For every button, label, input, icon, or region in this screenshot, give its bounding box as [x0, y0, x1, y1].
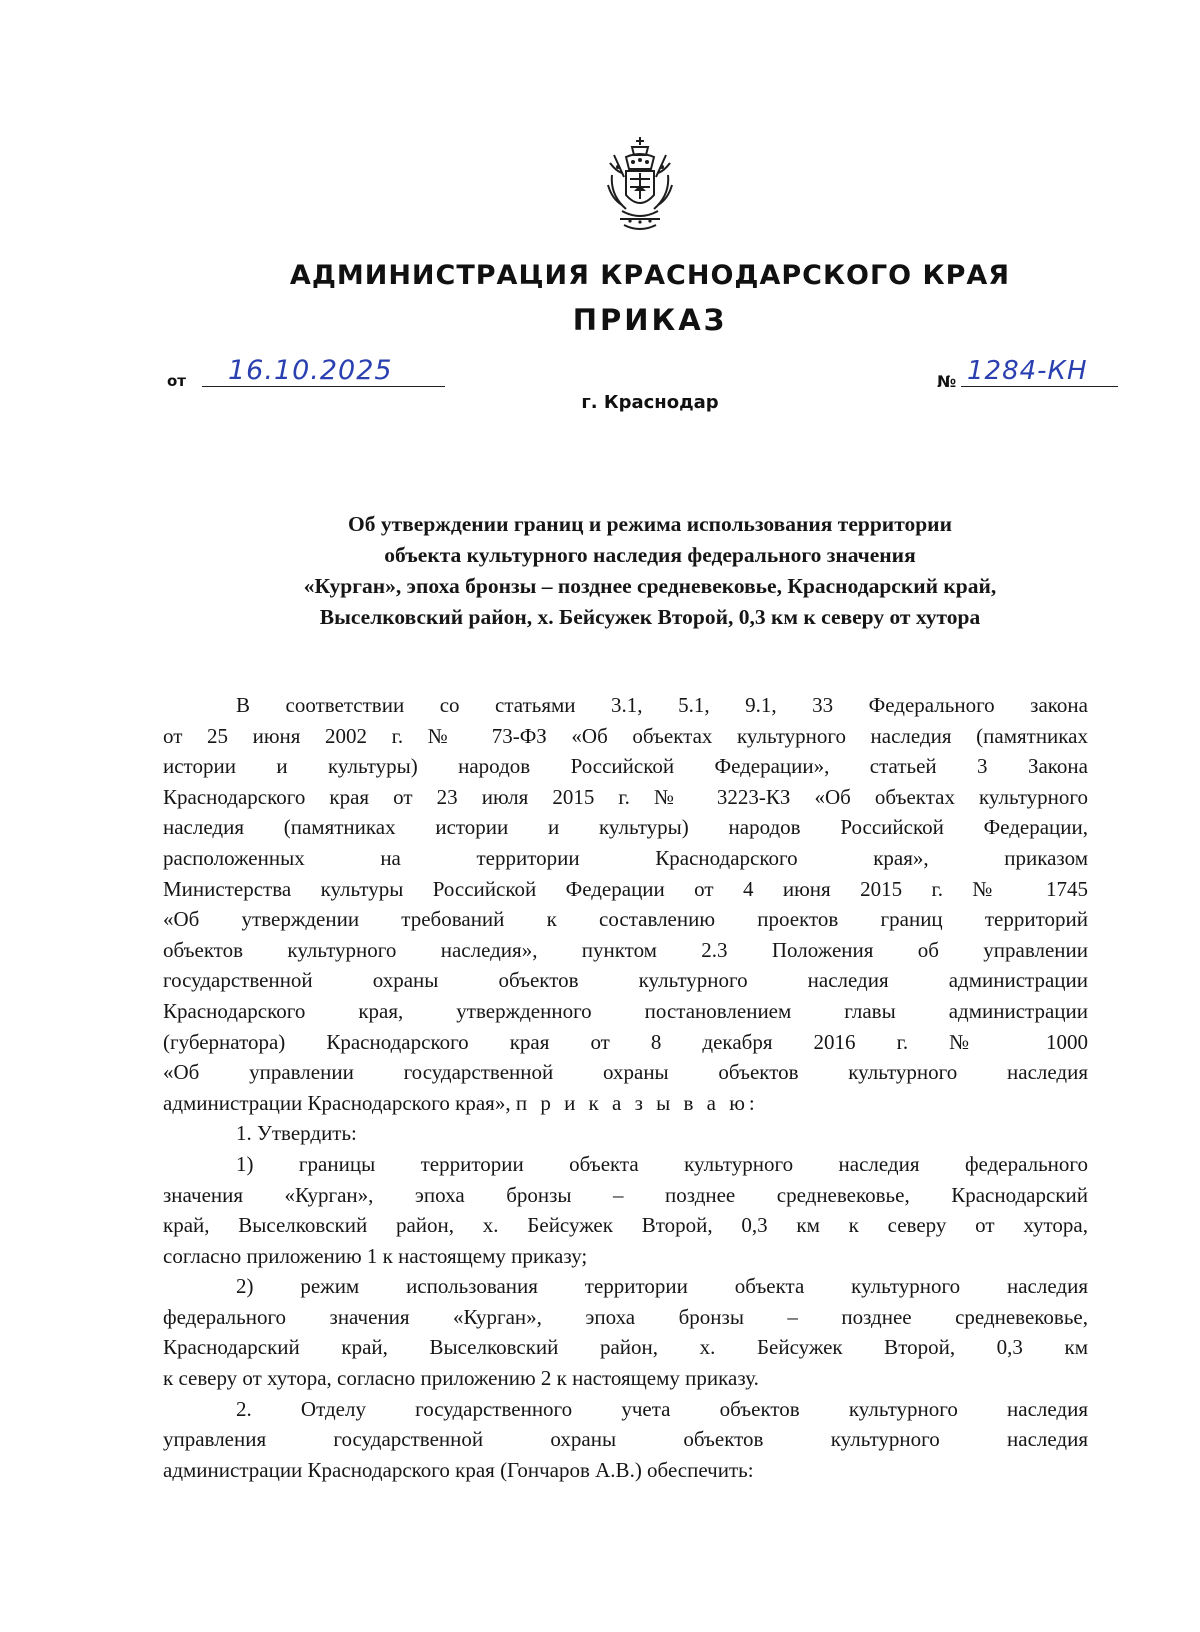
body-line: 2) режим использования территории объекта культурного наследия	[236, 1274, 1088, 1299]
body-line: 1) границы территории объекта культурного наследия федерального	[236, 1151, 1088, 1176]
body-line: управления государственной охраны объектов культурного наследия	[163, 1427, 1088, 1452]
document-body	[163, 690, 1088, 1485]
number-handwritten-value: 1284-КН	[967, 356, 1088, 386]
body-line: администрации Краснодарского края (Гончаров А.В.) обеспечить:	[163, 1457, 754, 1482]
body-line: истории и культуры) народов Российской Федерации», статьей 3 Закона	[163, 754, 1088, 779]
body-line: согласно приложению 1 к настоящему приказу;	[163, 1243, 588, 1268]
date-field	[202, 350, 445, 387]
body-line: край, Выселковский район, х. Бейсужек Второй, 0,3 км к северу от хутора,	[163, 1213, 1088, 1238]
date-handwritten-value: 16.10.2025	[228, 355, 393, 386]
body-line: 1. Утвердить:	[236, 1121, 357, 1146]
body-line: 2. Отделу государственного учета объектов культурного наследия	[236, 1396, 1088, 1421]
coat-of-arms-icon	[600, 135, 680, 235]
body-line-text: администрации Краснодарского края»,	[163, 1090, 511, 1115]
body-line: государственной охраны объектов культурного наследия администрации	[163, 968, 1088, 993]
body-line: объектов культурного наследия», пунктом 2.3 Положения об управлении	[163, 937, 1088, 962]
body-line	[163, 1088, 1088, 1119]
document-subject	[150, 509, 1150, 633]
subject-line: Выселковский район, х. Бейсужек Второй, 0,3 км к северу от хутора	[319, 605, 981, 629]
body-line: «Об утверждении требований к составлению проектов границ территорий	[163, 907, 1088, 932]
body-line: Министерства культуры Российской Федерации от 4 июня 2015 г. № 1745	[163, 876, 1088, 901]
body-line: федерального значения «Курган», эпоха бронзы – позднее средневековье,	[163, 1304, 1088, 1329]
body-line: наследия (памятниках истории и культуры) народов Российской Федерации,	[163, 815, 1088, 840]
body-line: (губернатора) Краснодарского края от 8 декабря 2016 г. № 1000	[163, 1029, 1088, 1054]
body-line: значения «Курган», эпоха бронзы – позднее средневековье, Краснодарский	[163, 1182, 1088, 1207]
number-prefix: №	[937, 372, 957, 391]
body-line: Краснодарского края, утвержденного постановлением главы администрации	[163, 998, 1088, 1023]
body-line: расположенных на территории Краснодарского края», приказом	[163, 845, 1088, 870]
body-line: «Об управлении государственной охраны объектов культурного наследия	[163, 1060, 1088, 1085]
subject-line: объекта культурного наследия федерального значения	[384, 543, 916, 567]
subject-line: «Курган», эпоха бронзы – позднее средневековье, Краснодарский край,	[303, 574, 997, 598]
body-line: Краснодарского края от 23 июля 2015 г. № 3223-КЗ «Об объектах культурного	[163, 784, 1088, 809]
organization-title: АДМИНИСТРАЦИЯ КРАСНОДАРСКОГО КРАЯ	[289, 260, 1011, 291]
subject-line: Об утверждении границ и режима использования территории	[348, 512, 952, 536]
order-word: п р и к а з ы в а ю:	[515, 1090, 759, 1115]
date-prefix: от	[167, 372, 186, 390]
body-line: к северу от хутора, согласно приложению 2 к настоящему приказу.	[163, 1366, 759, 1391]
body-line: от 25 июня 2002 г. № 73-ФЗ «Об объектах культурного наследия (памятниках	[163, 723, 1088, 748]
number-field	[961, 350, 1118, 387]
body-line: В соответствии со статьями 3.1, 5.1, 9.1, 33 Федерального закона	[236, 693, 1088, 717]
document-type-title: ПРИКАЗ	[572, 303, 728, 337]
body-line: Краснодарский край, Выселковский район, х. Бейсужек Второй, 0,3 км	[163, 1335, 1088, 1360]
city-label: г. Краснодар	[581, 392, 719, 413]
